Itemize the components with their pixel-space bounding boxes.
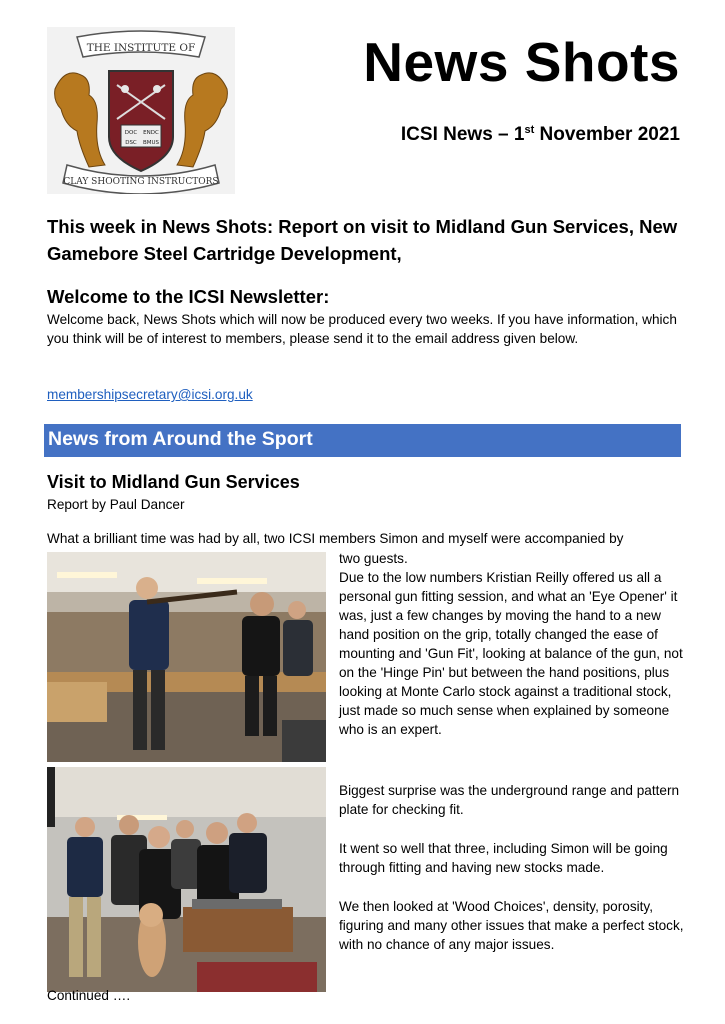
continued-note: Continued ….: [47, 988, 131, 1003]
newsletter-title: News Shots: [363, 31, 680, 93]
article-paragraph-2: Biggest surprise was the underground range and pattern plate for checking fit.: [339, 783, 680, 817]
icsi-logo: [47, 27, 235, 194]
article-paragraph-1: two guests. Due to the low numbers Kristian Reilly offered us all a personal gun fitting session, and what an 'Eye Opener' it was, just a few changes by moving the hand to a new hand position on the grip, totally changed the ease of mounting and 'Gun Fit', looking at balance of the gun, not on the 'Hinge Pin' but between the hand positions, plus looking at Monte Carlo stock against a traditional stock, just made so much sense when explained by someone who is an expert.: [339, 551, 683, 737]
article-title: Visit to Midland Gun Services: [47, 472, 300, 492]
article-lead-line: What a brilliant time was had by all, two ICSI members Simon and myself were accompanied by: [47, 531, 624, 546]
welcome-heading: Welcome to the ICSI Newsletter:: [47, 286, 330, 307]
article-paragraph-3: It went so well that three, including Simon will be going through fitting and having new stocks made.: [339, 841, 668, 875]
logo-top-text: THE INSTITUTE OF: [86, 42, 196, 54]
welcome-body: Welcome back, News Shots which will now be produced every two weeks. If you have information, which you think will be of interest to members, please send it to the email address given below.: [47, 312, 677, 346]
logo-bottom-text: CLAY SHOOTING INSTRUCTORS: [63, 177, 219, 187]
logo-shield-text-3: DSC: [125, 140, 137, 146]
article-paragraph-4: We then looked at 'Wood Choices', density, porosity, figuring and many other issues that make a perfect stock, with no chance of any major issues.: [339, 899, 684, 952]
article-byline: Report by Paul Dancer: [47, 497, 185, 512]
group-photo: [47, 767, 326, 992]
email-link[interactable]: membershipsecretary@icsi.org.uk: [47, 387, 253, 402]
gun-fitting-photo: [47, 552, 326, 762]
issue-date: [330, 124, 680, 146]
logo-shield-text-1: DOC: [124, 130, 138, 136]
issue-ordinal: st: [524, 124, 535, 136]
section-header-bar: [44, 424, 681, 457]
this-week-headline: This week in News Shots: Report on visit to Midland Gun Services, New Gamebore Steel Cartridge Development,: [47, 216, 678, 264]
section-title: News from Around the Sport: [48, 428, 313, 450]
issue-prefix: ICSI News – 1: [400, 124, 525, 145]
issue-suffix: November 2021: [534, 124, 680, 145]
logo-shield-text-4: BMUS: [142, 140, 160, 146]
logo-shield-text-2: ENDC: [143, 130, 159, 136]
